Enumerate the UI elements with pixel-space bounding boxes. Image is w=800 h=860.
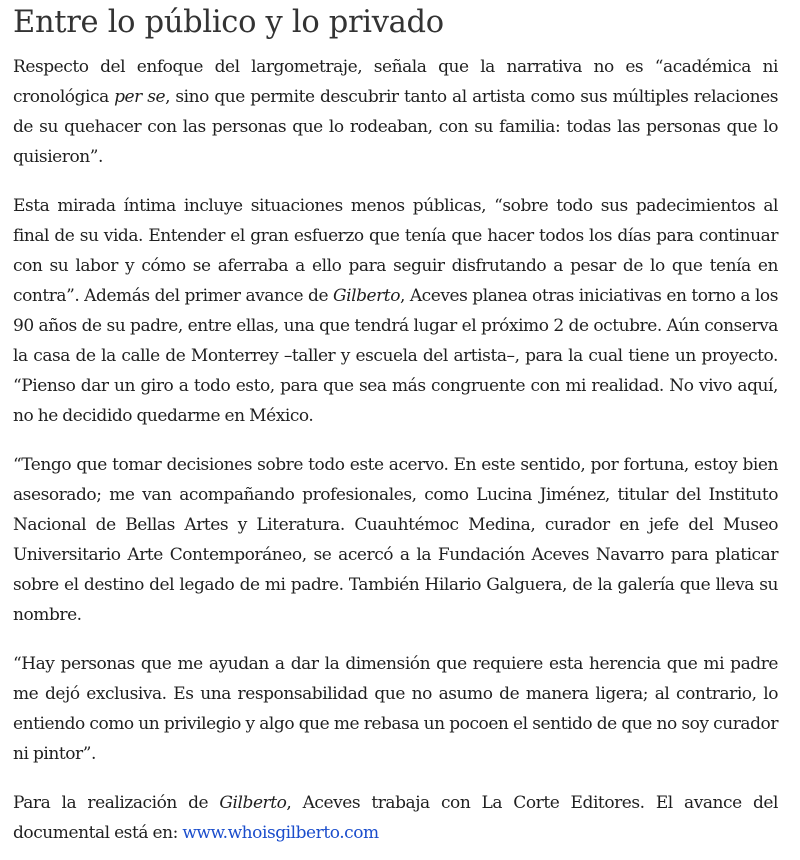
paragraph-1-text-b: , sino que permite descubrir tanto al artista como sus múltiples relaciones de su quehacer con las personas que lo rodeaban, con su familia: todas las personas que lo quisieron”. — [13, 87, 778, 167]
paragraph-1-text-a: Respecto del enfoque del largometraje, señala que la narrativa no es “académica ni cronológica — [13, 57, 778, 107]
paragraph-4: “Hay personas que me ayudan a dar la dimensión que requiere esta herencia que mi padre me dejó exclusiva. Es una responsabilidad que no asumo de manera ligera; al contrario, lo entiendo como un privilegio y algo que me rebasa un pocoen el sentido de que no soy curador ni pintor”. — [13, 654, 778, 764]
paragraph-2 — [13, 191, 778, 431]
paragraph-5-text-b: , Aceves trabaja con La Corte Editores. El avance del documental está en: — [13, 793, 778, 843]
paragraph-5-text-a: Para la realización de — [13, 793, 220, 813]
section-title: Entre lo público y lo privado — [13, 5, 444, 40]
paragraph-3: “Tengo que tomar decisiones sobre todo este acervo. En este sentido, por fortuna, estoy bien asesorado; me van acompañando profesionales, como Lucina Jiménez, titular del Instituto Nacional de Bellas Artes y Literatura. Cuauhtémoc Medina, curador en jefe del Museo Universitario Arte Contemporáneo, se acercó a la Fundación Aceves Navarro para platicar sobre el destino del legado de mi padre. También Hilario Galguera, de la galería que lleva su nombre. — [13, 455, 778, 625]
paragraph-1-italic: per se — [114, 87, 166, 107]
paragraph-5-italic: Gilberto — [219, 793, 287, 813]
paragraph-1 — [13, 52, 778, 172]
paragraph-2-text-a: Esta mirada íntima incluye situaciones menos públicas, “sobre todo sus padecimientos al final de su vida. Entender el gran esfuerzo que tenía que hacer todos los días para continuar con su labor y cómo se aferraba a ello para seguir disfrutando a pesar de lo que tenía en contra”. Además del primer avance de — [13, 196, 778, 306]
paragraph-2-italic: Gilberto — [332, 286, 400, 306]
documentary-link[interactable]: www.whoisgilberto.com — [182, 823, 379, 843]
paragraph-5 — [13, 788, 778, 848]
paragraph-2-text-b: , Aceves planea otras iniciativas en torno a los 90 años de su padre, entre ellas, una que tendrá lugar el próximo 2 de octubre. Aún conserva la casa de la calle de Monterrey –taller y escuela del artista–, para la cual tiene un proyecto. “Pienso dar un giro a todo esto, para que sea más congruente con mi realidad. No vivo aquí, no he decidido quedarme en México. — [13, 286, 778, 426]
